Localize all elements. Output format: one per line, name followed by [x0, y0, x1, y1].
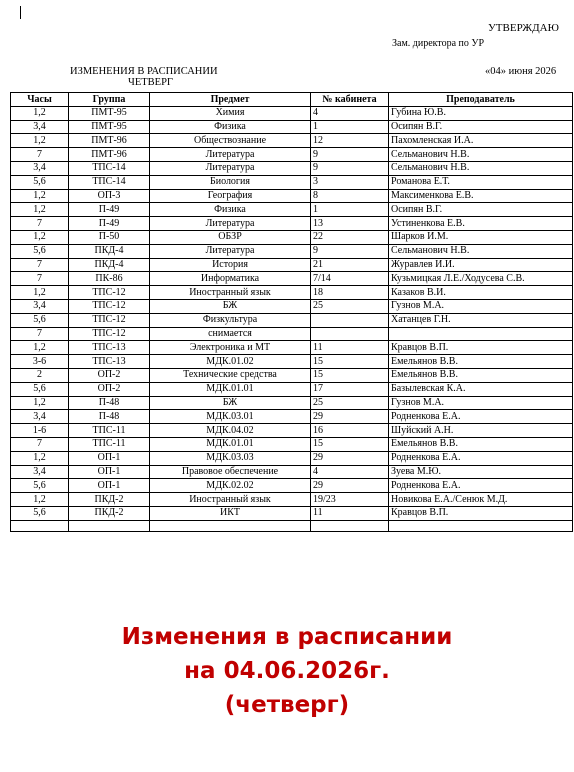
- cell-subject: Информатика: [150, 272, 311, 286]
- cell-group: П-50: [69, 230, 150, 244]
- cell-teacher: Емельянов В.В.: [389, 437, 573, 451]
- cell-room: 29: [311, 451, 389, 465]
- cell-teacher: Шарков И.М.: [389, 230, 573, 244]
- cell-group: ТПС-14: [69, 161, 150, 175]
- cell-group: ТПС-13: [69, 341, 150, 355]
- text-cursor: [20, 6, 21, 19]
- cell-hours: 7: [11, 148, 69, 162]
- cell-group: ТПС-12: [69, 327, 150, 341]
- cell-hours: 1,2: [11, 493, 69, 507]
- cell-teacher: [389, 327, 573, 341]
- cell-teacher: Базылевская К.А.: [389, 382, 573, 396]
- cell-teacher: Журавлев И.И.: [389, 258, 573, 272]
- table-row: [11, 410, 573, 424]
- column-header-hours: Часы: [11, 93, 69, 107]
- table-row: [11, 230, 573, 244]
- cell-room: [311, 327, 389, 341]
- schedule-changes-table: [10, 92, 573, 532]
- cell-subject: Литература: [150, 148, 311, 162]
- banner-line-2: на 04.06.2026г.: [184, 658, 390, 684]
- cell-room: 25: [311, 299, 389, 313]
- cell-teacher: Максименкова Е.В.: [389, 189, 573, 203]
- cell-teacher: Зуева М.Ю.: [389, 465, 573, 479]
- cell-hours: 1,2: [11, 230, 69, 244]
- table-row: [11, 161, 573, 175]
- cell-room: 19/23: [311, 493, 389, 507]
- cell-teacher: Сельманович Н.В.: [389, 148, 573, 162]
- cell-hours: 2: [11, 368, 69, 382]
- cell-hours: 5,6: [11, 506, 69, 520]
- cell-hours: 1,2: [11, 106, 69, 120]
- cell-teacher: Родненкова Е.А.: [389, 479, 573, 493]
- cell-teacher: [389, 520, 573, 531]
- cell-hours: 1,2: [11, 203, 69, 217]
- table-row: [11, 244, 573, 258]
- cell-subject: Физика: [150, 120, 311, 134]
- cell-hours: 3,4: [11, 465, 69, 479]
- column-header-group: Группа: [69, 93, 150, 107]
- cell-hours: 1,2: [11, 286, 69, 300]
- cell-room: 21: [311, 258, 389, 272]
- table-row: [11, 396, 573, 410]
- table-row: [11, 451, 573, 465]
- cell-group: ОП-1: [69, 451, 150, 465]
- cell-subject: ИКТ: [150, 506, 311, 520]
- table-row: [11, 424, 573, 438]
- cell-hours: 1,2: [11, 396, 69, 410]
- cell-room: 4: [311, 465, 389, 479]
- cell-room: 22: [311, 230, 389, 244]
- table-header-row: [11, 93, 573, 107]
- cell-hours: 7: [11, 437, 69, 451]
- cell-teacher: Сельманович Н.В.: [389, 244, 573, 258]
- approval-heading: УТВЕРЖДАЮ: [488, 22, 559, 34]
- cell-teacher: Губина Ю.В.: [389, 106, 573, 120]
- cell-subject: МДК.03.03: [150, 451, 311, 465]
- cell-subject: МДК.01.01: [150, 382, 311, 396]
- table-row: [11, 341, 573, 355]
- cell-hours: 1,2: [11, 134, 69, 148]
- cell-hours: 1,2: [11, 189, 69, 203]
- cell-group: ПКД-4: [69, 258, 150, 272]
- cell-hours: 7: [11, 272, 69, 286]
- cell-room: 13: [311, 217, 389, 231]
- document-weekday: ЧЕТВЕРГ: [128, 77, 173, 88]
- cell-group: ТПС-12: [69, 313, 150, 327]
- cell-room: 17: [311, 382, 389, 396]
- cell-group: ПКД-2: [69, 493, 150, 507]
- cell-group: ТПС-14: [69, 175, 150, 189]
- cell-subject: Биология: [150, 175, 311, 189]
- cell-subject: Правовое обеспечение: [150, 465, 311, 479]
- cell-room: 16: [311, 424, 389, 438]
- cell-subject: Обществознание: [150, 134, 311, 148]
- table-row: [11, 465, 573, 479]
- cell-group: ОП-1: [69, 465, 150, 479]
- document-title: ИЗМЕНЕНИЯ В РАСПИСАНИИ: [70, 66, 218, 77]
- column-header-subject: Предмет: [150, 93, 311, 107]
- banner-line-1: Изменения в расписании: [121, 624, 453, 650]
- cell-room: 12: [311, 134, 389, 148]
- cell-group: П-48: [69, 396, 150, 410]
- cell-room: 11: [311, 506, 389, 520]
- cell-subject: Электроника и МТ: [150, 341, 311, 355]
- table-row: [11, 299, 573, 313]
- cell-subject: Иностранный язык: [150, 493, 311, 507]
- table-row: [11, 106, 573, 120]
- table-row: [11, 189, 573, 203]
- cell-subject: Литература: [150, 244, 311, 258]
- cell-subject: БЖ: [150, 299, 311, 313]
- cell-subject: Физика: [150, 203, 311, 217]
- cell-group: ПКД-4: [69, 244, 150, 258]
- cell-group: ПМТ-96: [69, 148, 150, 162]
- cell-teacher: Устиненкова Е.В.: [389, 217, 573, 231]
- cell-group: ОП-1: [69, 479, 150, 493]
- cell-room: 1: [311, 120, 389, 134]
- table-row: [11, 520, 573, 531]
- table-row: [11, 493, 573, 507]
- cell-hours: 3,4: [11, 120, 69, 134]
- cell-group: ПМТ-95: [69, 106, 150, 120]
- cell-hours: 1,2: [11, 451, 69, 465]
- cell-subject: МДК.02.02: [150, 479, 311, 493]
- cell-group: ТПС-12: [69, 286, 150, 300]
- table-row: [11, 272, 573, 286]
- table-body: [11, 106, 573, 531]
- cell-subject: Физкультура: [150, 313, 311, 327]
- table-row: [11, 355, 573, 369]
- table-row: [11, 437, 573, 451]
- cell-hours: 7: [11, 258, 69, 272]
- cell-teacher: Хатанцев Г.Н.: [389, 313, 573, 327]
- cell-teacher: Кравцов В.П.: [389, 341, 573, 355]
- cell-subject: Литература: [150, 217, 311, 231]
- cell-teacher: Гузнов М.А.: [389, 396, 573, 410]
- table-row: [11, 368, 573, 382]
- column-header-room: № кабинета: [311, 93, 389, 107]
- cell-teacher: Шуйский А.Н.: [389, 424, 573, 438]
- table-row: [11, 313, 573, 327]
- cell-teacher: Родненкова Е.А.: [389, 451, 573, 465]
- cell-room: 15: [311, 355, 389, 369]
- cell-hours: 5,6: [11, 479, 69, 493]
- cell-teacher: Гузнов М.А.: [389, 299, 573, 313]
- cell-subject: ОБЗР: [150, 230, 311, 244]
- cell-teacher: Романова Е.Т.: [389, 175, 573, 189]
- cell-teacher: Осипян В.Г.: [389, 203, 573, 217]
- cell-room: 9: [311, 161, 389, 175]
- cell-room: 8: [311, 189, 389, 203]
- cell-group: ОП-2: [69, 368, 150, 382]
- cell-room: 29: [311, 410, 389, 424]
- cell-group: ТПС-11: [69, 424, 150, 438]
- cell-room: 7/14: [311, 272, 389, 286]
- cell-room: 25: [311, 396, 389, 410]
- cell-subject: БЖ: [150, 396, 311, 410]
- cell-teacher: Пахомленская И.А.: [389, 134, 573, 148]
- cell-room: 15: [311, 368, 389, 382]
- cell-subject: МДК.01.02: [150, 355, 311, 369]
- cell-room: 4: [311, 106, 389, 120]
- cell-group: ПК-86: [69, 272, 150, 286]
- table-row: [11, 203, 573, 217]
- cell-teacher: Кузьмицкая Л.Е./Ходусева С.В.: [389, 272, 573, 286]
- cell-subject: Технические средства: [150, 368, 311, 382]
- cell-group: ПМТ-96: [69, 134, 150, 148]
- changes-banner: [0, 620, 574, 722]
- cell-hours: 5,6: [11, 175, 69, 189]
- cell-teacher: Казаков В.И.: [389, 286, 573, 300]
- cell-room: 3: [311, 175, 389, 189]
- cell-room: [311, 313, 389, 327]
- cell-hours: 1-6: [11, 424, 69, 438]
- cell-teacher: Сельманович Н.В.: [389, 161, 573, 175]
- cell-group: ТПС-13: [69, 355, 150, 369]
- cell-room: 18: [311, 286, 389, 300]
- cell-group: ПМТ-95: [69, 120, 150, 134]
- table-row: [11, 148, 573, 162]
- table-row: [11, 506, 573, 520]
- table-row: [11, 382, 573, 396]
- banner-line-3: (четверг): [224, 692, 350, 718]
- cell-room: 9: [311, 148, 389, 162]
- cell-subject: Литература: [150, 161, 311, 175]
- table-row: [11, 479, 573, 493]
- cell-group: ТПС-11: [69, 437, 150, 451]
- cell-group: ТПС-12: [69, 299, 150, 313]
- cell-subject: снимается: [150, 327, 311, 341]
- cell-hours: [11, 520, 69, 531]
- table-row: [11, 134, 573, 148]
- cell-subject: География: [150, 189, 311, 203]
- cell-group: П-49: [69, 203, 150, 217]
- cell-room: 15: [311, 437, 389, 451]
- cell-room: 11: [311, 341, 389, 355]
- cell-hours: 5,6: [11, 382, 69, 396]
- cell-room: 29: [311, 479, 389, 493]
- cell-group: ОП-3: [69, 189, 150, 203]
- cell-hours: 1,2: [11, 341, 69, 355]
- cell-subject: [150, 520, 311, 531]
- cell-hours: 3-6: [11, 355, 69, 369]
- cell-teacher: Емельянов В.В.: [389, 368, 573, 382]
- table-row: [11, 120, 573, 134]
- document-date: «04» июня 2026: [485, 66, 557, 77]
- cell-teacher: Емельянов В.В.: [389, 355, 573, 369]
- cell-group: П-49: [69, 217, 150, 231]
- cell-group: [69, 520, 150, 531]
- cell-room: [311, 520, 389, 531]
- cell-subject: Химия: [150, 106, 311, 120]
- cell-group: ПКД-2: [69, 506, 150, 520]
- cell-teacher: Осипян В.Г.: [389, 120, 573, 134]
- cell-subject: История: [150, 258, 311, 272]
- table-row: [11, 327, 573, 341]
- cell-hours: 5,6: [11, 313, 69, 327]
- cell-hours: 3,4: [11, 161, 69, 175]
- table-row: [11, 286, 573, 300]
- column-header-teacher: Преподаватель: [389, 93, 573, 107]
- cell-hours: 7: [11, 327, 69, 341]
- deputy-director-label: Зам. директора по УР: [392, 38, 485, 49]
- cell-room: 1: [311, 203, 389, 217]
- cell-hours: 3,4: [11, 299, 69, 313]
- cell-hours: 3,4: [11, 410, 69, 424]
- cell-subject: МДК.04.02: [150, 424, 311, 438]
- cell-group: ОП-2: [69, 382, 150, 396]
- cell-group: П-48: [69, 410, 150, 424]
- cell-subject: МДК.03.01: [150, 410, 311, 424]
- cell-subject: МДК.01.01: [150, 437, 311, 451]
- cell-hours: 5,6: [11, 244, 69, 258]
- table-row: [11, 258, 573, 272]
- cell-teacher: Родненкова Е.А.: [389, 410, 573, 424]
- cell-teacher: Кравцов В.П.: [389, 506, 573, 520]
- cell-room: 9: [311, 244, 389, 258]
- table-row: [11, 175, 573, 189]
- cell-teacher: Новикова Е.А./Сенюк М.Д.: [389, 493, 573, 507]
- cell-hours: 7: [11, 217, 69, 231]
- cell-subject: Иностранный язык: [150, 286, 311, 300]
- table-row: [11, 217, 573, 231]
